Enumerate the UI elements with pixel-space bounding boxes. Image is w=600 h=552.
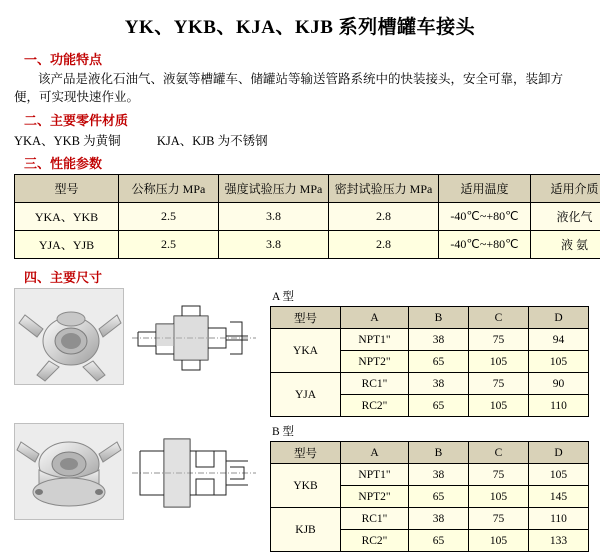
dimB-r0-c1: 38 xyxy=(409,464,469,486)
table-header-row xyxy=(271,307,589,329)
table-row xyxy=(271,508,589,530)
table-header-row xyxy=(15,175,600,203)
perf-col-5: 适用介质 xyxy=(531,175,600,203)
dimA-col-2: B xyxy=(409,307,469,329)
dimA-col-4: D xyxy=(529,307,589,329)
dimB-r1-c1: 65 xyxy=(409,486,469,508)
dimB-r1-c0: NPT2" xyxy=(341,486,409,508)
dimB-r3-c1: 65 xyxy=(409,530,469,552)
dimension-row-a xyxy=(14,288,586,417)
perf-r0-c4: -40℃~+80℃ xyxy=(439,203,531,231)
perf-col-1: 公称压力 MPa xyxy=(119,175,219,203)
dimA-col-3: C xyxy=(469,307,529,329)
dimB-r2-c3: 110 xyxy=(529,508,589,530)
dimension-table-b xyxy=(270,441,589,552)
dimension-table-a-wrap xyxy=(270,288,589,417)
perf-r0-c1: 2.5 xyxy=(119,203,219,231)
page-title: YK、YKB、KJA、KJB 系列槽罐车接头 xyxy=(14,12,586,39)
material-line-left: YKA、YKB 为黄铜 xyxy=(14,134,121,148)
features-text: 该产品是液化石油气、液氨等槽罐车、储罐站等输送管路系统中的快装接头，安全可靠，装卸方便，可实现快速作业。 xyxy=(14,70,586,106)
performance-table xyxy=(14,174,600,259)
dimA-r3-c3: 110 xyxy=(529,395,589,417)
perf-r1-c1: 2.5 xyxy=(119,231,219,259)
dimA-r1-c0: NPT2" xyxy=(341,351,409,373)
dimB-r1-c2: 105 xyxy=(469,486,529,508)
dimA-r1-c1: 65 xyxy=(409,351,469,373)
type-label-b: B 型 xyxy=(272,423,589,439)
material-line-right: KJA、KJB 为不锈钢 xyxy=(157,134,268,148)
dimensions-area xyxy=(14,288,586,552)
dimA-r3-c1: 65 xyxy=(409,395,469,417)
dimA-r2-c1: 38 xyxy=(409,373,469,395)
table-row xyxy=(15,203,600,231)
dimA-r3-c0: RC2" xyxy=(341,395,409,417)
dimension-table-a xyxy=(270,306,589,417)
dimB-r0-c0: NPT1" xyxy=(341,464,409,486)
photo-coupling-b xyxy=(14,423,124,520)
dimA-r2-c2: 75 xyxy=(469,373,529,395)
dimA-r2-c3: 90 xyxy=(529,373,589,395)
perf-r1-c4: -40℃~+80℃ xyxy=(439,231,531,259)
dimB-r3-c2: 105 xyxy=(469,530,529,552)
dimension-table-b-wrap xyxy=(270,423,589,552)
perf-r0-c5: 液化气 xyxy=(531,203,600,231)
dimB-r0-c2: 75 xyxy=(469,464,529,486)
dimA-r0-c1: 38 xyxy=(409,329,469,351)
perf-r1-c0: YJA、YJB xyxy=(15,231,119,259)
perf-r1-c3: 2.8 xyxy=(329,231,439,259)
perf-r0-c0: YKA、YKB xyxy=(15,203,119,231)
dimB-col-0: 型号 xyxy=(271,442,341,464)
table-header-row xyxy=(271,442,589,464)
dimA-col-0: 型号 xyxy=(271,307,341,329)
dimA-col-1: A xyxy=(341,307,409,329)
dimB-r3-c3: 133 xyxy=(529,530,589,552)
perf-col-2: 强度试验压力 MPa xyxy=(219,175,329,203)
dimB-col-2: B xyxy=(409,442,469,464)
dimA-r2-c0: RC1" xyxy=(341,373,409,395)
drawing-coupling-a xyxy=(130,288,258,383)
material-lines xyxy=(14,131,586,149)
perf-r1-c2: 3.8 xyxy=(219,231,329,259)
dimA-r1-c2: 105 xyxy=(469,351,529,373)
dimB-col-1: A xyxy=(341,442,409,464)
perf-col-0: 型号 xyxy=(15,175,119,203)
section-heading-dimensions: 四、主要尺寸 xyxy=(24,267,586,286)
perf-col-3: 密封试验压力 MPa xyxy=(329,175,439,203)
dimension-row-b xyxy=(14,423,586,552)
dimB-model-1: KJB xyxy=(271,508,341,552)
dimB-r1-c3: 145 xyxy=(529,486,589,508)
dimA-model-0: YKA xyxy=(271,329,341,373)
table-row xyxy=(271,464,589,486)
dimA-r1-c3: 105 xyxy=(529,351,589,373)
section-heading-features: 一、功能特点 xyxy=(24,49,586,68)
section-heading-material: 二、主要零件材质 xyxy=(24,110,586,129)
dimA-r0-c0: NPT1" xyxy=(341,329,409,351)
type-label-a: A 型 xyxy=(272,288,589,304)
drawing-coupling-b xyxy=(130,423,258,518)
dimA-r0-c2: 75 xyxy=(469,329,529,351)
dimB-r2-c0: RC1" xyxy=(341,508,409,530)
perf-col-4: 适用温度 xyxy=(439,175,531,203)
dimA-model-1: YJA xyxy=(271,373,341,417)
dimB-r3-c0: RC2" xyxy=(341,530,409,552)
dimB-col-4: D xyxy=(529,442,589,464)
dimB-model-0: YKB xyxy=(271,464,341,508)
table-row xyxy=(271,373,589,395)
dimB-r2-c1: 38 xyxy=(409,508,469,530)
dimB-r0-c3: 105 xyxy=(529,464,589,486)
dimA-r0-c3: 94 xyxy=(529,329,589,351)
perf-r0-c3: 2.8 xyxy=(329,203,439,231)
perf-r1-c5: 液 氨 xyxy=(531,231,600,259)
perf-r0-c2: 3.8 xyxy=(219,203,329,231)
dimB-r2-c2: 75 xyxy=(469,508,529,530)
table-row xyxy=(15,231,600,259)
photo-coupling-a xyxy=(14,288,124,385)
section-heading-performance: 三、性能参数 xyxy=(24,153,586,172)
table-row xyxy=(271,329,589,351)
dimA-r3-c2: 105 xyxy=(469,395,529,417)
dimB-col-3: C xyxy=(469,442,529,464)
